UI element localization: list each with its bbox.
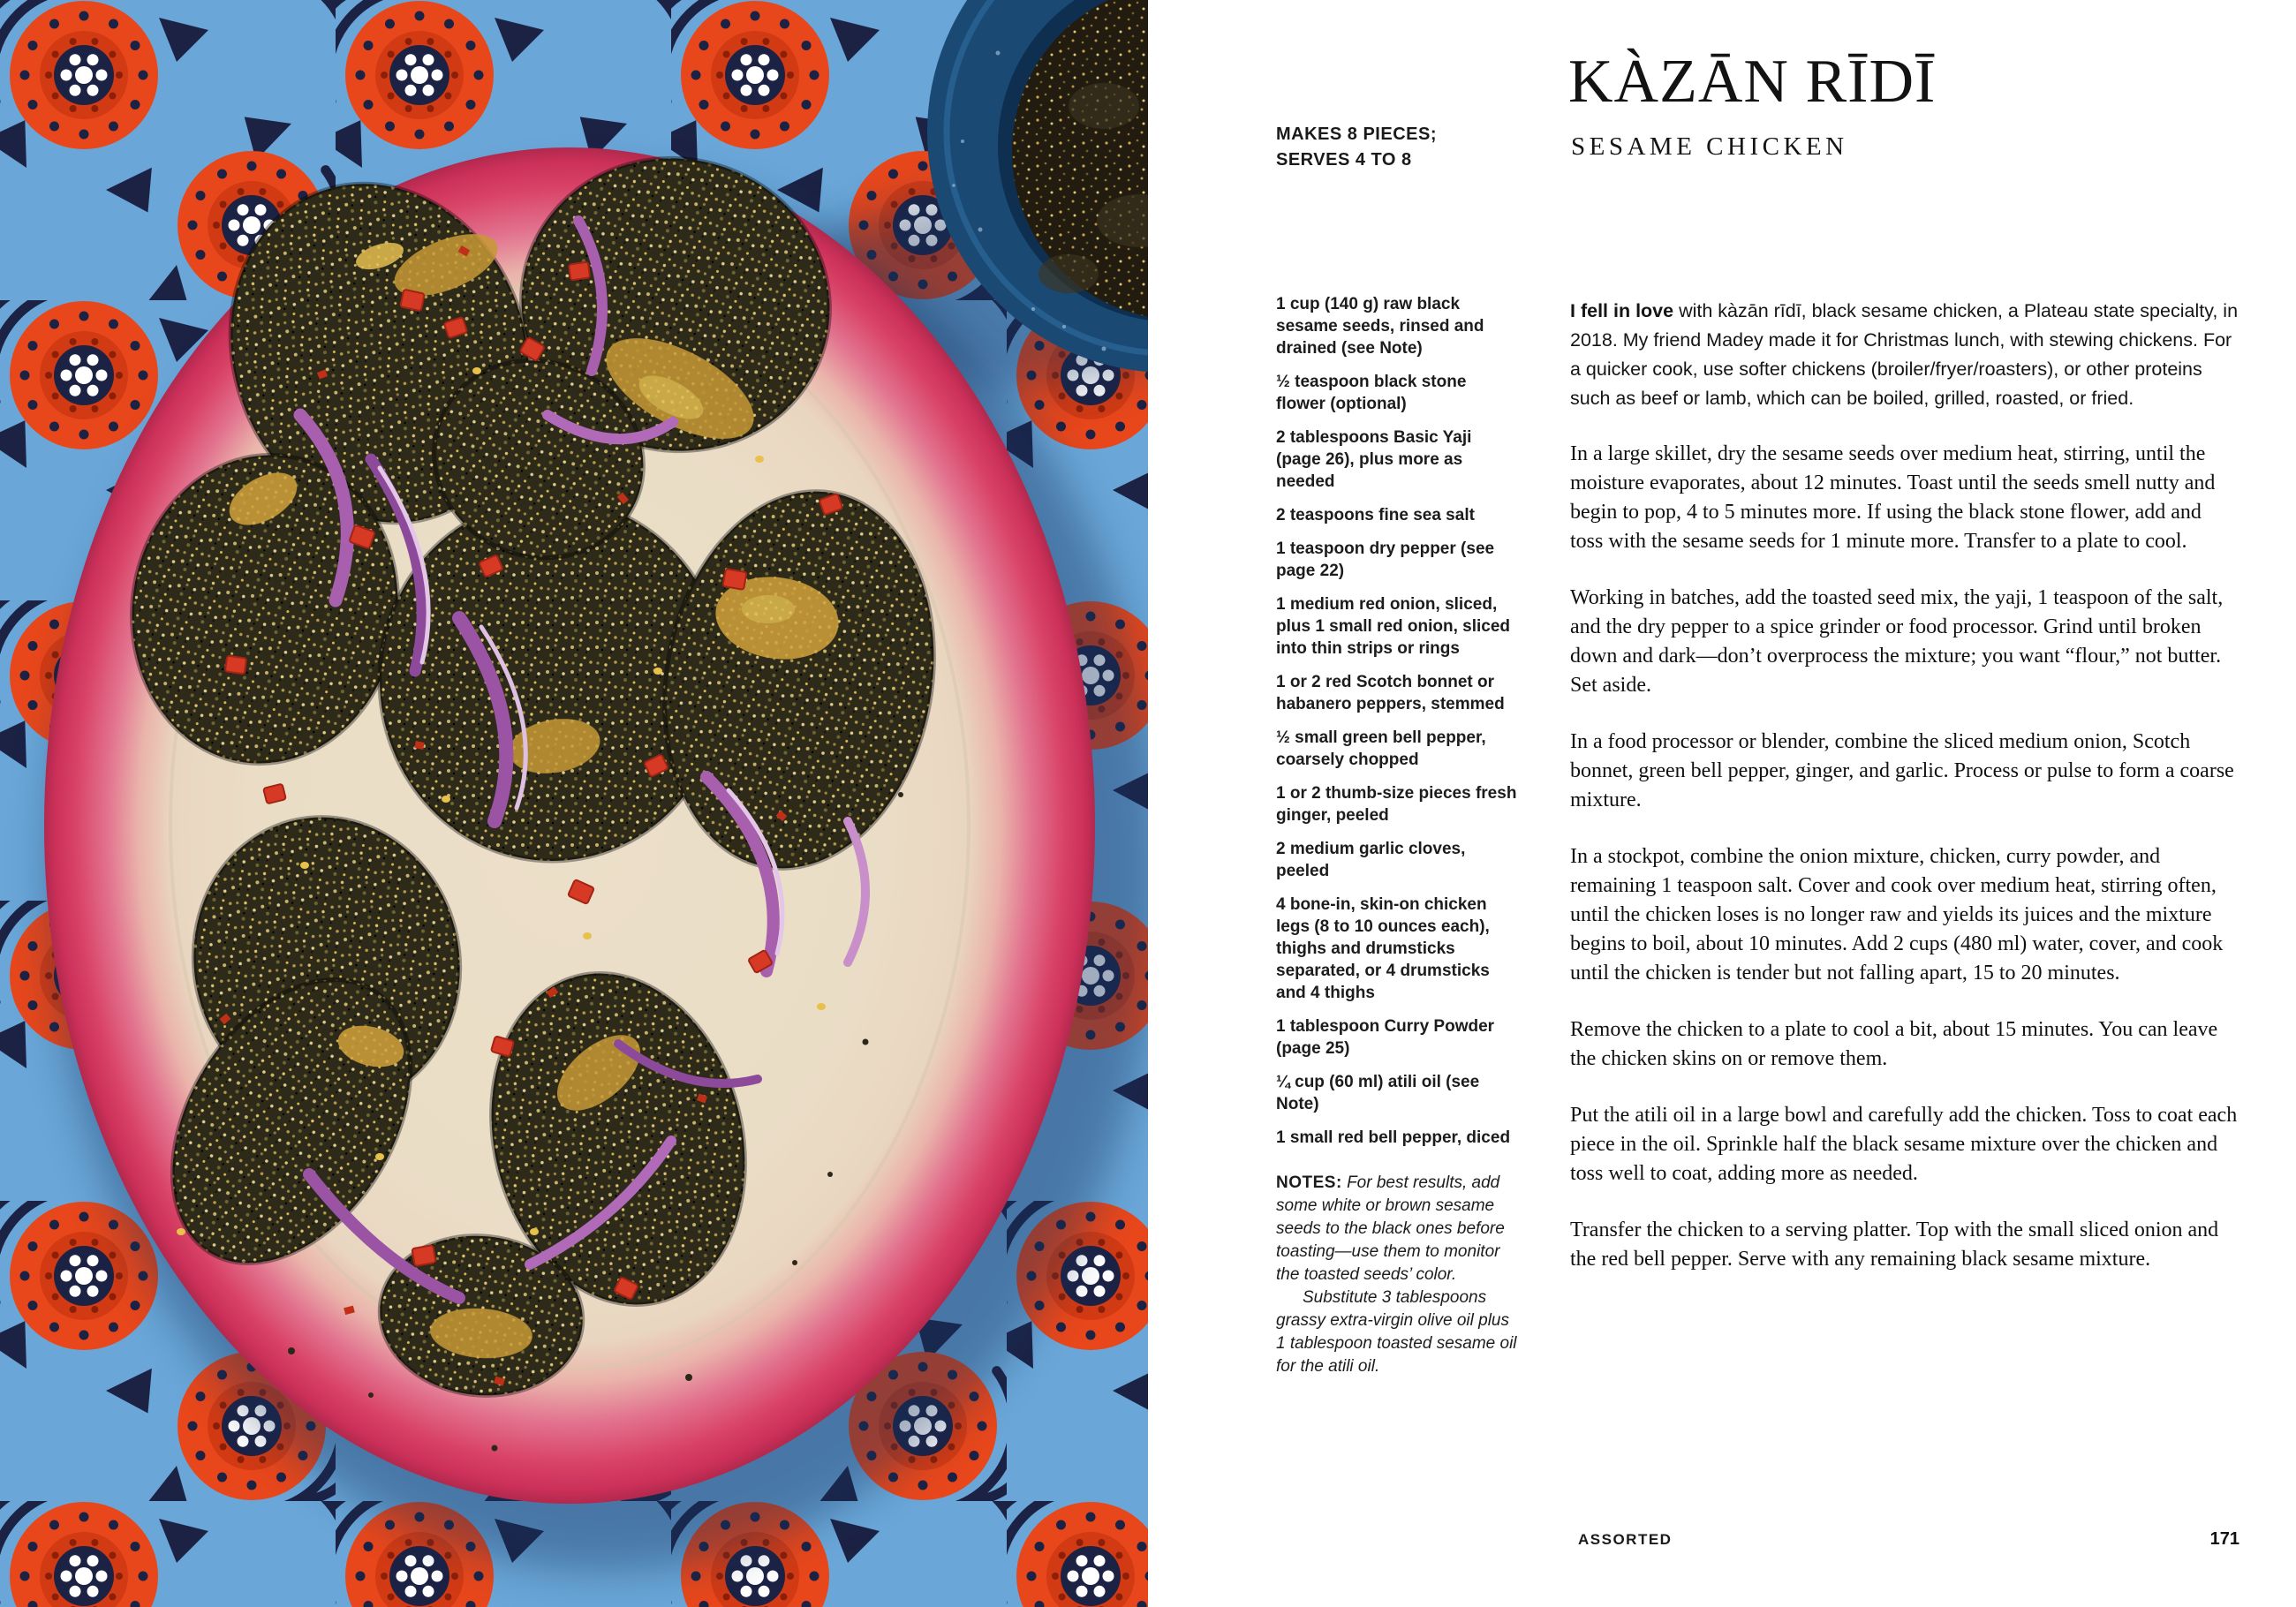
notes-text-2: Substitute 3 tablespoons grassy extra-virgin olive oil plus 1 tablespoon toasted sesame oil for the atili oil. <box>1276 1288 1517 1376</box>
ingredients-list <box>1276 293 1518 1149</box>
step-paragraph: In a food processor or blender, combine the sliced medium onion, Scotch bonnet, green bell pepper, ginger, and garlic. Process or pulse to form a coarse mixture. <box>1570 730 2234 811</box>
page-number: 171 <box>2209 1529 2239 1549</box>
step-paragraph: Put the atili oil in a large bowl and carefully add the chicken. Toss to coat each piece in the oil. Sprinkle half the black sesame mixture over the chicken and toss well to coat, adding more as needed. <box>1570 1104 2238 1185</box>
recipe-page <box>1148 0 2296 1607</box>
ingredient-item: 1 teaspoon dry pepper (see page 22) <box>1276 539 1495 580</box>
intro-text: with kàzān rīdī, black sesame chicken, a Plateau state specialty, in 2018. My friend Madey made it for Christmas lunch, with stewing chickens. For a quicker cook, use softer chickens (broiler/fryer/roasters), or other proteins such as beef or lamb, which can be boiled, grilled, roasted, or fried. <box>1570 300 2239 409</box>
intro-paragraph <box>1570 297 2239 413</box>
notes-paragraph-2 <box>1276 1286 1518 1378</box>
ingredient-item: 2 teaspoons fine sea salt <box>1276 506 1475 524</box>
notes-block <box>1276 1172 1518 1378</box>
ingredient-item: 1 tablespoon Curry Powder (page 25) <box>1276 1017 1495 1058</box>
notes-label: NOTES: <box>1276 1173 1342 1192</box>
recipe-subtitle: SESAME CHICKEN <box>1571 132 1848 161</box>
method-column <box>1570 297 2239 1274</box>
footer-category: ASSORTED <box>1578 1531 1673 1548</box>
steps-list <box>1570 440 2239 1274</box>
notes-paragraph <box>1276 1172 1518 1286</box>
page-footer <box>1578 1529 2239 1550</box>
ingredient-item: ½ small green bell pepper, coarsely chopped <box>1276 728 1486 769</box>
step-paragraph: Working in batches, add the toasted seed mix, the yaji, 1 teaspoon of the salt, and the dry pepper to a spice grinder or food processor. Grind until broken down and dark—don’t overprocess the mixture; you want “flour,” not butter. Set aside. <box>1570 586 2224 697</box>
step-paragraph: Transfer the chicken to a serving platter. Top with the small sliced onion and the red bell pepper. Serve with any remaining black sesame mixture. <box>1570 1218 2219 1271</box>
yield-line-2: SERVES 4 TO 8 <box>1276 150 1412 170</box>
ingredient-item: 2 medium garlic cloves, peeled <box>1276 840 1466 880</box>
ingredients-column <box>1276 293 1518 1378</box>
notes-text-1: For best results, add some white or brown sesame seeds to the black ones before toasting—use them to monitor the toasted seeds’ color. <box>1276 1173 1505 1284</box>
ingredient-item: 2 tablespoons Basic Yaji (page 26), plus more as needed <box>1276 428 1472 491</box>
ingredient-item: 1 small red bell pepper, diced <box>1276 1128 1511 1147</box>
intro-lead-in: I fell in love <box>1570 300 1674 321</box>
step-paragraph: In a large skillet, dry the sesame seeds over medium heat, stirring, until the moisture evaporates, about 12 minutes. Toast until the seeds smell nutty and begin to pop, 4 to 5 minutes more. If using the black stone flower, add and toss with the sesame seeds for 1 minute more. Transfer to a plate to cool. <box>1570 442 2216 553</box>
ingredient-item: 1 medium red onion, sliced, plus 1 small red onion, sliced into thin strips or rings <box>1276 595 1511 658</box>
ingredient-item: ¼ cup (60 ml) atili oil (see Note) <box>1276 1073 1480 1113</box>
recipe-title: KÀZĀN RĪDĪ <box>1568 48 1937 116</box>
ingredient-item: 1 or 2 thumb-size pieces fresh ginger, peeled <box>1276 784 1517 825</box>
ingredient-item: 1 or 2 red Scotch bonnet or habanero peppers, stemmed <box>1276 673 1505 713</box>
yield-note <box>1276 122 1523 173</box>
yield-line-1: MAKES 8 PIECES; <box>1276 124 1437 144</box>
ingredient-item: 4 bone-in, skin-on chicken legs (8 to 10 ounces each), thighs and drumsticks separated, or 4 drumsticks and 4 thighs <box>1276 895 1490 1002</box>
ingredient-item: 1 cup (140 g) raw black sesame seeds, rinsed and drained (see Note) <box>1276 295 1484 358</box>
step-paragraph: Remove the chicken to a plate to cool a bit, about 15 minutes. You can leave the chicken skins on or remove them. <box>1570 1018 2218 1070</box>
step-paragraph: In a stockpot, combine the onion mixture, chicken, curry powder, and remaining 1 teaspoon salt. Cover and cook over medium heat, stirring often, until the chicken loses is no longer raw and yields its juices and the mixture begins to boil, about 10 minutes. Add 2 cups (480 ml) water, cover, and cook until the chicken is tender but not falling apart, 15 to 20 minutes. <box>1570 845 2224 985</box>
ingredient-item: ½ teaspoon black stone flower (optional) <box>1276 373 1467 413</box>
